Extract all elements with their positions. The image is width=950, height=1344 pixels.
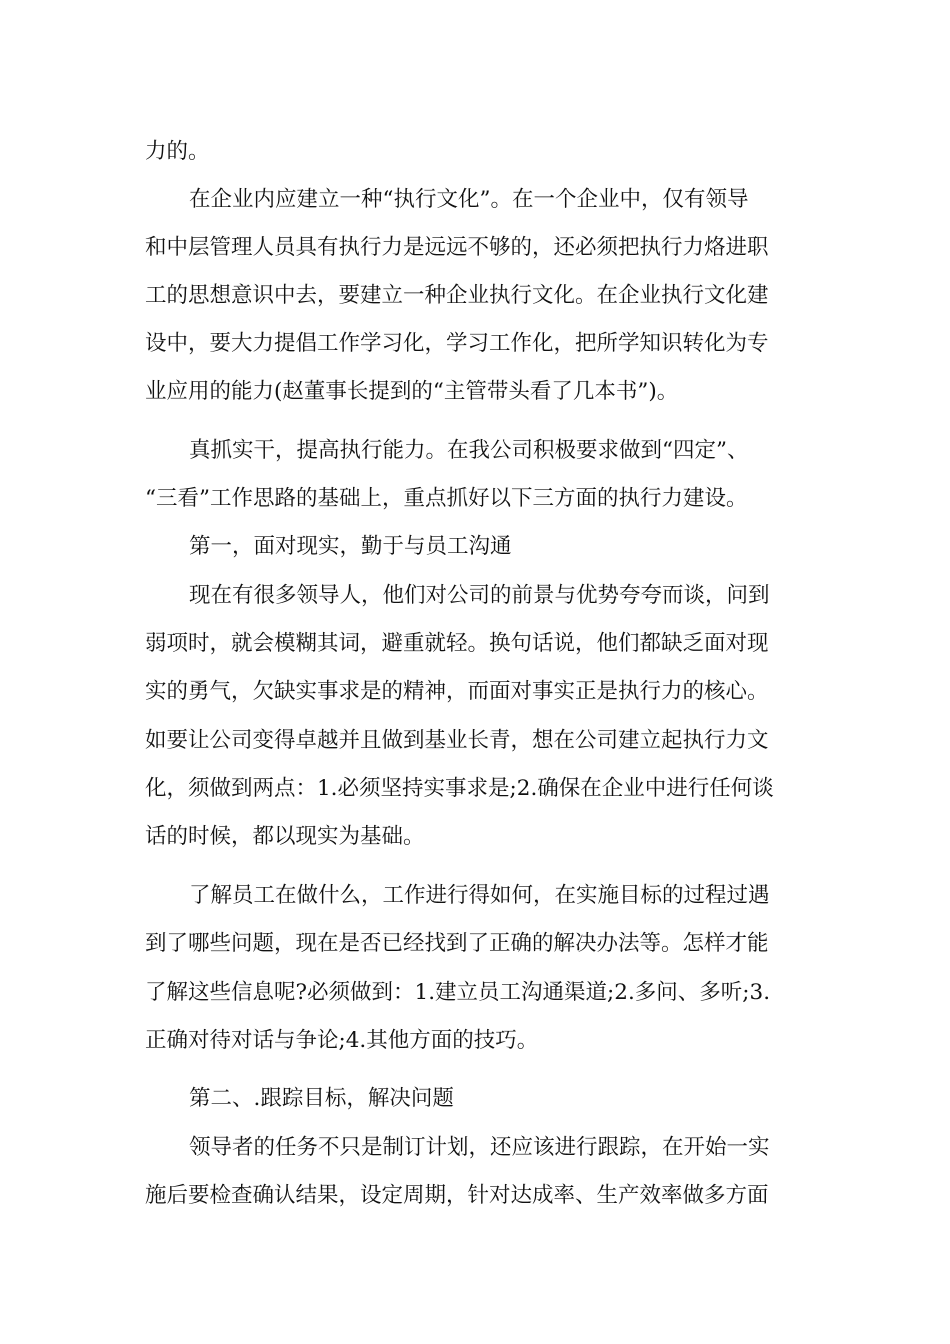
section-heading: 第一，面对现实，勤于与员工沟通	[189, 534, 512, 559]
section-heading: 第二、.跟踪目标，解决问题	[189, 1086, 454, 1111]
text-line: 实的勇气，欠缺实事求是的精神，而面对事实正是执行力的核心。	[145, 679, 769, 704]
text-line: 话的时候，都以现实为基础。	[145, 824, 425, 849]
text-line: 化，须做到两点：1.必须坚持实事求是;2.确保在企业中进行任何谈	[145, 776, 774, 801]
text-line: 了解员工在做什么，工作进行得如何，在实施目标的过程过遇	[189, 883, 770, 908]
text-line: 设中，要大力提倡工作学习化，学习工作化，把所学知识转化为专	[145, 331, 769, 356]
text-line: 现在有很多领导人，他们对公司的前景与优势夸夸而谈，问到	[189, 583, 770, 608]
text-line: 在企业内应建立一种“执行文化”。在一个企业中，仅有领导	[189, 187, 749, 212]
text-line: 施后要检查确认结果，设定周期，针对达成率、生产效率做多方面	[145, 1183, 769, 1208]
text-line: 了解这些信息呢?必须做到：1.建立员工沟通渠道;2.多问、多听;3.	[145, 980, 771, 1005]
text-line: 如要让公司变得卓越并且做到基业长青，想在公司建立起执行力文	[145, 728, 769, 753]
text-line: 正确对待对话与争论;4.其他方面的技巧。	[145, 1028, 539, 1053]
text-line: 真抓实干，提高执行能力。在我公司积极要求做到“四定”、	[189, 438, 749, 463]
text-line: “三看”工作思路的基础上，重点抓好以下三方面的执行力建设。	[145, 486, 748, 511]
text-line: 到了哪些问题，现在是否已经找到了正确的解决办法等。怎样才能	[145, 931, 769, 956]
text-line: 领导者的任务不只是制订计划，还应该进行跟踪，在开始一实	[189, 1135, 770, 1160]
text-line: 力的。	[145, 139, 210, 164]
text-line: 弱项时，就会模糊其词，避重就轻。换句话说，他们都缺乏面对现	[145, 631, 769, 656]
text-line: 和中层管理人员具有执行力是远远不够的，还必须把执行力烙进职	[145, 235, 769, 260]
text-line: 工的思想意识中去，要建立一种企业执行文化。在企业执行文化建	[145, 283, 769, 308]
text-line: 业应用的能力(赵董事长提到的“主管带头看了几本书”)。	[145, 379, 679, 404]
